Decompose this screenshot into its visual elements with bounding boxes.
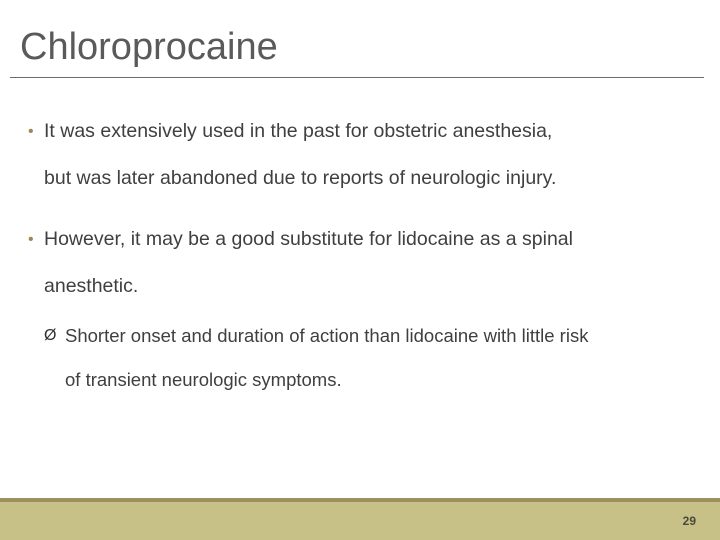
sub-bullet-item-1: [44, 314, 708, 402]
bullet-item-1: [28, 108, 708, 202]
bullet-1-line-1-row: [28, 108, 708, 155]
bullet-2-line-1: However, it may be a good substitute for lidocaine as a spinal: [44, 228, 573, 250]
slide-title: Chloroprocaine: [20, 26, 278, 68]
bullet-1-line-2: but was later abandoned due to reports of neurologic injury.: [44, 167, 557, 189]
bullet-2-line-2: anesthetic.: [44, 275, 139, 297]
title-divider: [10, 77, 704, 78]
arrowhead-bullet-icon: Ø: [44, 327, 57, 344]
bullet-2-line-1-row: [28, 216, 708, 263]
bullet-1-line-1: It was extensively used in the past for obstetric anesthesia,: [44, 120, 553, 142]
sub-bullet-1-line-1: Shorter onset and duration of action than lidocaine with little risk: [65, 325, 589, 346]
bullet-dot-icon: •: [28, 231, 34, 248]
bullet-item-2: [28, 216, 708, 310]
page-number: 29: [682, 514, 696, 528]
footer-band: [0, 502, 720, 540]
sub-bullet-1-line-2: of transient neurologic symptoms.: [65, 369, 342, 390]
bullet-dot-icon: •: [28, 123, 34, 140]
sub-bullet-1-line-1-row: [44, 314, 708, 358]
